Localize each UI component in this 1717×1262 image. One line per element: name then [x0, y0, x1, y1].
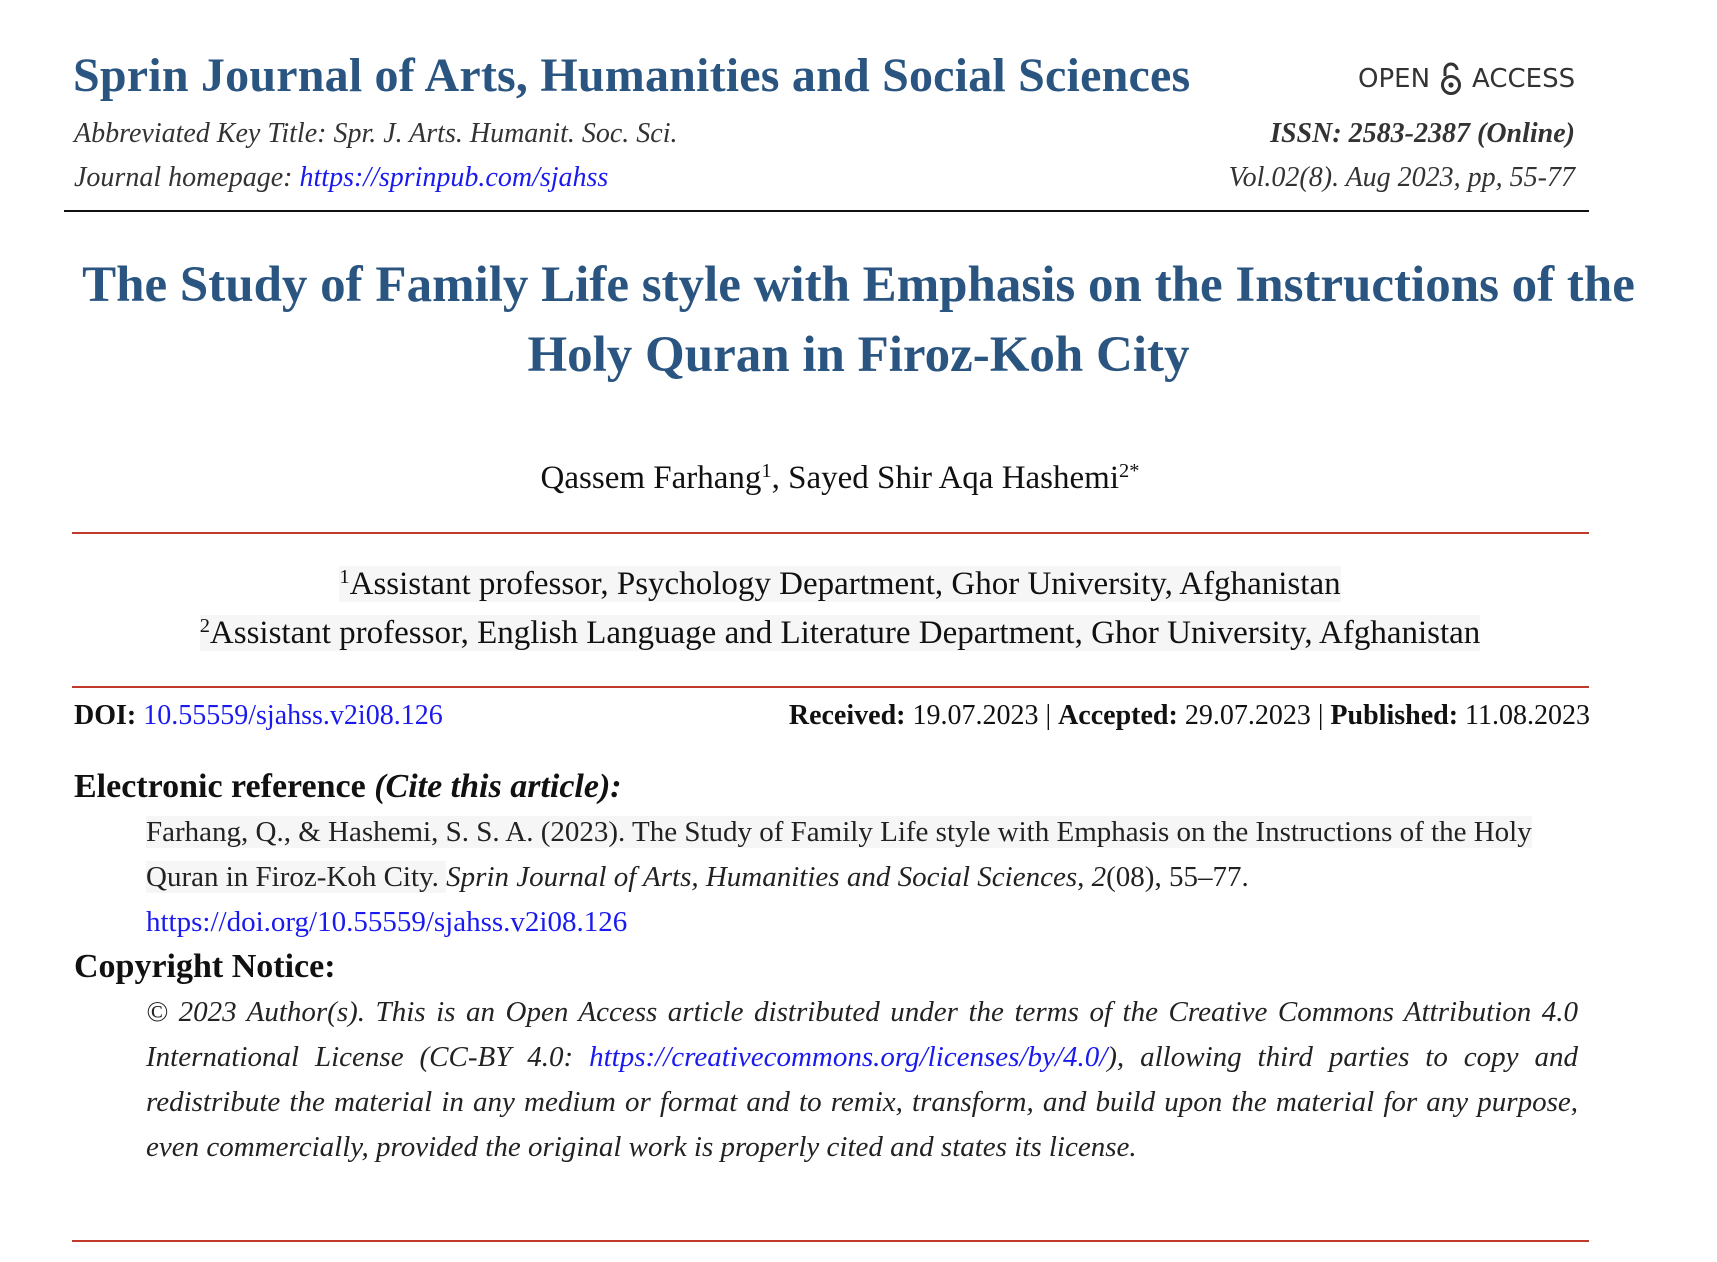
citation-text-part: (08), 55–77. — [1106, 861, 1249, 893]
accepted-date: 29.07.2023 | — [1177, 700, 1331, 731]
license-link[interactable]: https://creativecommons.org/licenses/by/4.0/ — [589, 1041, 1108, 1073]
doi-link[interactable]: 10.55559/sjahss.v2i08.126 — [143, 700, 443, 731]
copyright-text-part: ), allowing third parties to copy and redistribute the material in any medium or format and to remix, transform, and build upon the material for any purpose, even commercially, provided the original work is properly cited and states its license. — [146, 1041, 1578, 1163]
citation-text — [146, 810, 1578, 945]
citation-text-part: Farhang, Q., & Hashemi, S. S. A. (2023). The Study of Family Life style with Emphasis on the Instructions of the Holy Quran in Firoz-Koh City. — [146, 816, 1532, 893]
author-affiliation-marker: 2* — [1119, 459, 1140, 482]
publication-dates — [789, 700, 1590, 732]
volume-info: Vol.02(8). Aug 2023, pp, 55-77 — [1228, 162, 1575, 193]
affiliation-text: Assistant professor, English Language and Literature Department, Ghor University, Afghanistan — [209, 615, 1481, 651]
received-label: Received: — [788, 700, 906, 731]
homepage-label: Journal homepage: — [74, 162, 300, 193]
doi-label: DOI: — [74, 700, 144, 731]
header-divider — [64, 210, 1589, 212]
citation-journal: Sprin Journal of Arts, Humanities and Social Sciences — [446, 861, 1078, 893]
published-label: Published: — [1330, 700, 1459, 731]
open-access-label-open: OPEN — [1358, 64, 1431, 94]
affiliation-1 — [0, 566, 1680, 603]
copyright-text — [146, 990, 1578, 1170]
author-separator: , — [771, 460, 789, 496]
author-name: Qassem Farhang — [540, 460, 762, 496]
affiliation-marker: 2 — [199, 614, 210, 637]
open-access-lock-icon — [1440, 62, 1462, 96]
copyright-text-part: © 2023 Author(s). This is an Open Access article distributed under the terms of the Creative Commons Attribution 4.0 International License (CC-BY 4.0: — [146, 996, 1578, 1073]
citation-heading-italic: (Cite this article): — [374, 768, 622, 805]
author-name: Sayed Shir Aqa Hashemi — [788, 460, 1120, 496]
journal-homepage — [74, 162, 608, 194]
affiliation-marker: 1 — [339, 565, 350, 588]
received-date: 19.07.2023 | — [905, 700, 1059, 731]
citation-text-part: , — [1077, 861, 1092, 893]
affiliation-2 — [0, 615, 1680, 652]
citation-doi-link[interactable]: https://doi.org/10.55559/sjahss.v2i08.126 — [146, 906, 628, 938]
accepted-label: Accepted: — [1058, 700, 1178, 731]
copyright-heading: Copyright Notice: — [74, 948, 336, 985]
author-list — [0, 460, 1680, 497]
author-affiliation-marker: 1 — [761, 459, 772, 482]
affiliation-text: Assistant professor, Psychology Department, Ghor University, Afghanistan — [349, 566, 1341, 602]
published-date: 11.08.2023 — [1458, 700, 1590, 731]
journal-title: Sprin Journal of Arts, Humanities and Social Sciences — [73, 49, 1191, 102]
issn: ISSN: 2583-2387 (Online) — [1270, 118, 1575, 149]
article-title: The Study of Family Life style with Emphasis on the Instructions of the Holy Quran in Firoz-Koh City — [82, 257, 1635, 383]
citation-heading: Electronic reference (Cite this article): — [74, 768, 622, 805]
authors-divider — [72, 532, 1589, 534]
footer-divider — [72, 1240, 1589, 1242]
affiliations-divider — [72, 686, 1589, 688]
open-access-badge — [1358, 62, 1575, 96]
doi-line — [74, 700, 443, 732]
homepage-link[interactable]: https://sprinpub.com/sjahss — [299, 162, 609, 193]
abbreviated-key-title: Abbreviated Key Title: Spr. J. Arts. Humanit. Soc. Sci. — [74, 118, 678, 149]
citation-volume: 2 — [1091, 861, 1107, 893]
open-access-label-access: ACCESS — [1472, 64, 1576, 94]
